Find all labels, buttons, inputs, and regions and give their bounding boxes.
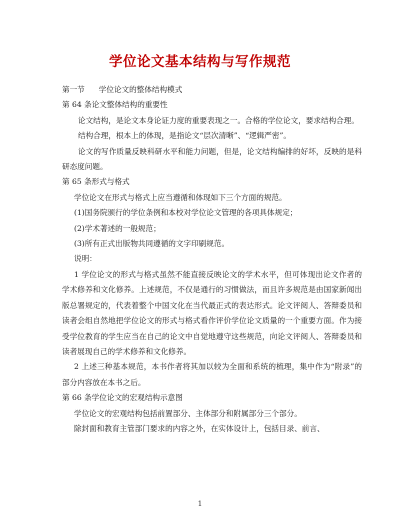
section-name: 学位论文的整体结构模式 (98, 85, 183, 94)
paragraph: 学位论文在形式与格式上应当遵循和体现如下三个方面的规范。 (74, 192, 287, 202)
article-65-heading: 第 65 条形式与格式 (62, 177, 130, 187)
section-number: 第一节 (62, 85, 85, 94)
paragraph: 论文结构，是论文本身论证力度的重要表现之一。合格的学位论文，要求结构合理。 (78, 115, 359, 125)
paragraph: 学位论文的宏观结构包括前置部分、主体部分和附属部分三个部分。 (74, 408, 302, 418)
page-number: 1 (197, 500, 203, 508)
paragraph: 1 学位论文的形式与格式虽然不能直接反映论文的学术水平，但可体现出论文作者的学术修养和文化修养。上述规范，不仅是通行的习惯做法，而且许多规范是由国家新闻出版总署规定的，代表着整个中国文化在当代最正式的表达形式。论文评阅人、答辩委员和读者会组自然地把学位论文的形式与格式看作评价学位论文质量的一个重要方面。作为接受学位教育的学生应当在自己的论文中自觉地遵守这些规范，向论文评阅人、答辩委员和读者展现自己的学术修养和文化修养。 (62, 269, 362, 356)
section-heading (62, 82, 362, 97)
document-body (62, 82, 362, 436)
list-item: (3)所有正式出版物共同遵循的文字印刷规范。 (74, 239, 230, 249)
note-label: 说明： (74, 254, 97, 264)
paragraph: 除封面和教育主管部门要求的内容之外，在实体设计上，包括目录、前言、 (74, 423, 325, 433)
article-66-heading: 第 66 条学位论文的宏观结构示意图 (62, 393, 183, 403)
paragraph: 2 上述三种基本规范，本书作者将其加以较为全面和系统的梳理，集中作为“附录”的部分内容放在本书之后。 (62, 362, 362, 387)
list-item: (1)国务院颁行的学位条例和本校对学位论文管理的各项具体规定； (74, 208, 298, 218)
list-item: (2)学术著述的一般规范； (74, 223, 161, 233)
paragraph: 结构合理，根本上的体现，是指论文“层次清晰”、“逻辑严密”。 (78, 131, 291, 141)
paragraph: 论文的写作质量反映科研水平和能力问题，但是，论文结构编排的好坏，反映的是科研态度问题。 (62, 146, 362, 172)
article-64-heading: 第 64 条论文整体结构的重要性 (62, 100, 168, 110)
page-title: 学位论文基本结构与写作规范 (109, 54, 291, 70)
